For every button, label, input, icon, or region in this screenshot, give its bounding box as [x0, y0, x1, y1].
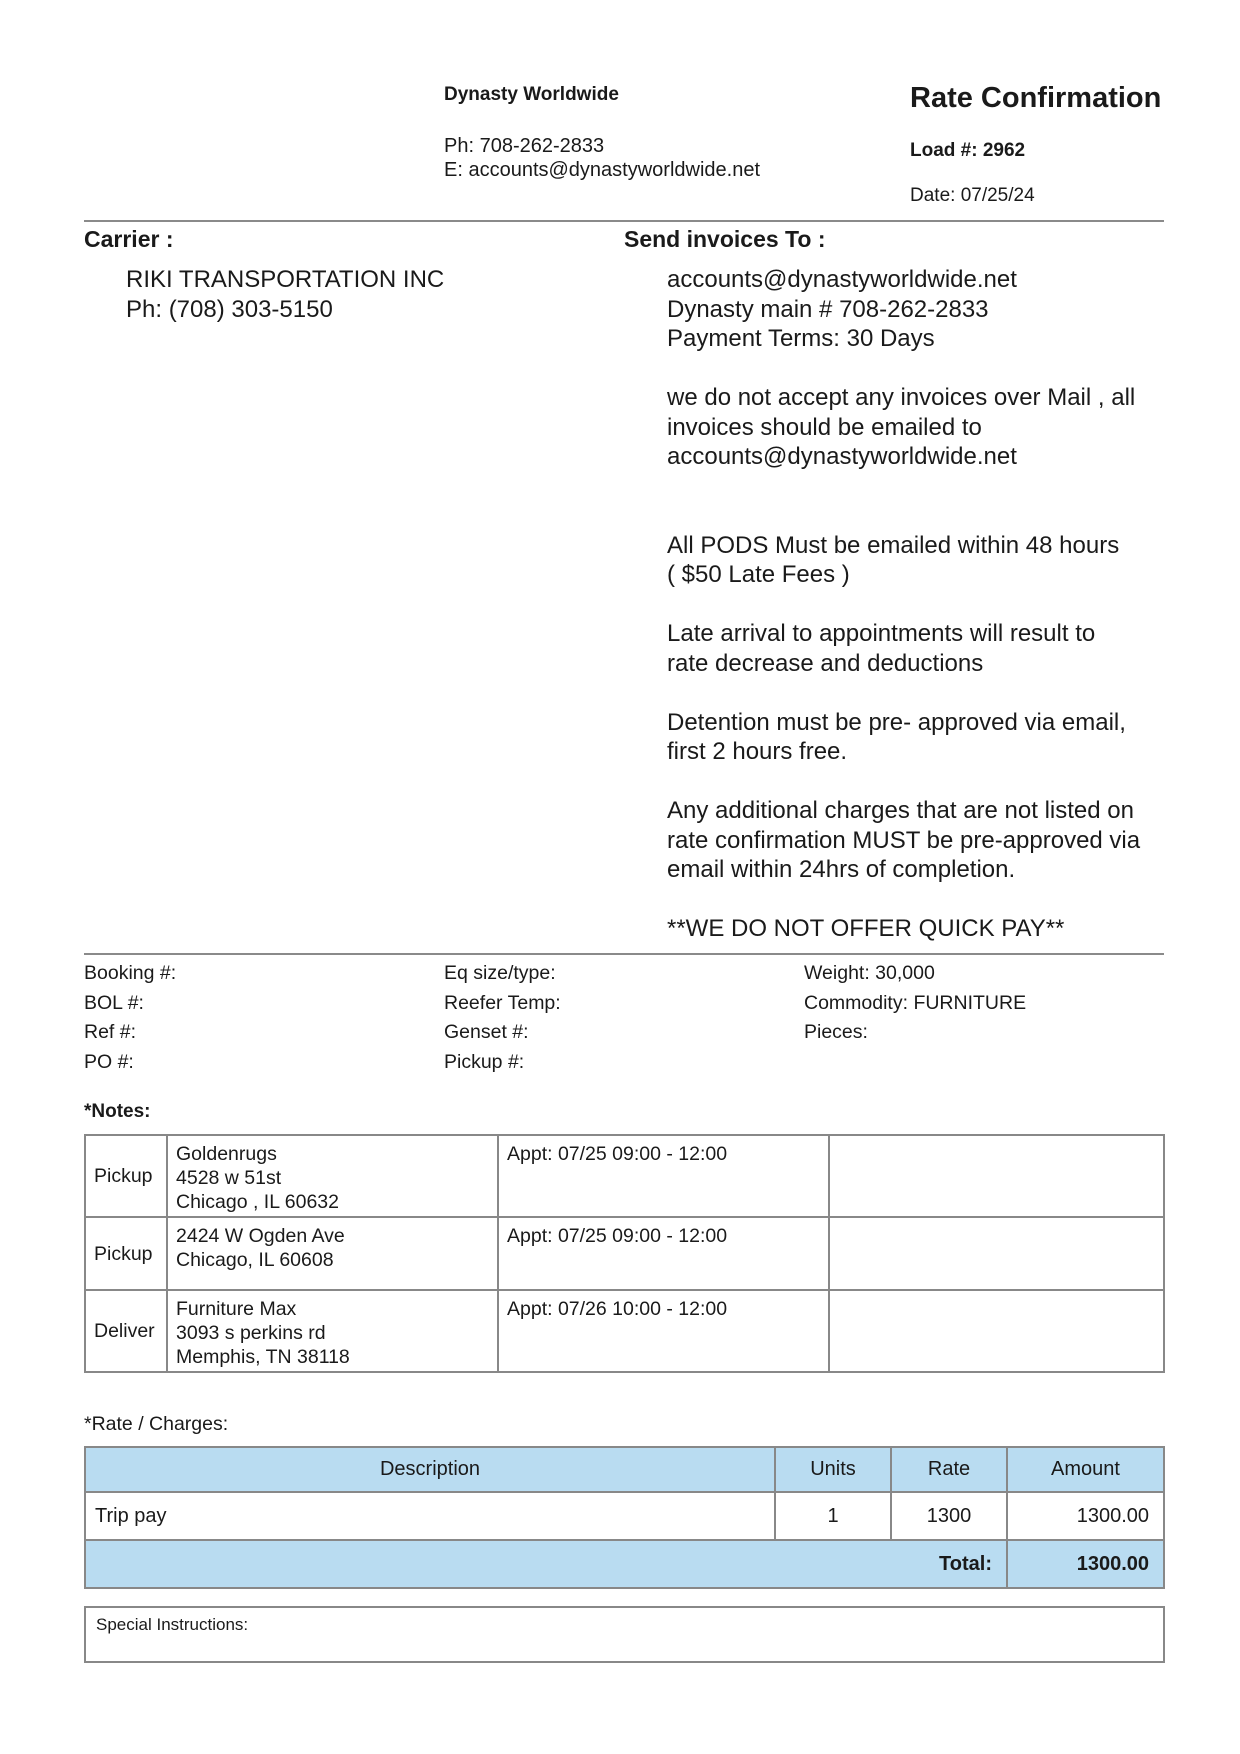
amount-header: Amount — [1007, 1447, 1164, 1492]
invoice-main-phone: Dynasty main # 708-262-2833 — [667, 295, 989, 323]
genset-field: Genset #: — [444, 1021, 529, 1044]
stops-table — [84, 1134, 1165, 1373]
carrier-name: RIKI TRANSPORTATION INC — [126, 266, 445, 293]
stop-type: Pickup — [85, 1135, 167, 1217]
carrier-phone: Ph: (708) 303-5150 — [126, 296, 333, 323]
company-contact — [444, 134, 760, 182]
stop-appointment: Appt: 07/25 09:00 - 12:00 — [498, 1217, 829, 1290]
address-line: 4528 w 51st — [176, 1167, 282, 1189]
mail-policy-line: we do not accept any invoices over Mail , all — [667, 384, 1136, 411]
pods-policy-line: ( $50 Late Fees ) — [667, 561, 850, 588]
header-divider — [84, 220, 1164, 222]
late-policy — [667, 619, 1167, 678]
company-phone: Ph: 708-262-2833 — [444, 135, 605, 157]
mail-policy — [667, 383, 1167, 472]
pods-policy — [667, 531, 1167, 590]
detention-policy-line: Detention must be pre- approved via email, — [667, 708, 1126, 736]
carrier-heading: Carrier : — [84, 226, 174, 252]
charge-units: 1 — [775, 1492, 891, 1540]
company-email: E: accounts@dynastyworldwide.net — [444, 159, 761, 181]
address-line: Chicago, IL 60608 — [176, 1249, 334, 1271]
rate-charges-label: *Rate / Charges: — [84, 1413, 229, 1435]
additional-charges-policy — [667, 796, 1167, 885]
stop-appointment: Appt: 07/25 09:00 - 12:00 — [498, 1135, 829, 1217]
stop-address — [167, 1135, 498, 1217]
invoice-email: accounts@dynastyworldwide.net — [667, 266, 1017, 293]
address-line: Furniture Max — [176, 1298, 297, 1320]
date-label: Date: — [910, 185, 956, 206]
table-row — [85, 1290, 1164, 1372]
load-number: 2962 — [982, 140, 1026, 161]
special-instructions-box — [84, 1606, 1165, 1663]
charge-rate: 1300 — [891, 1492, 1007, 1540]
document-title: Rate Confirmation — [910, 82, 1162, 114]
stop-type: Pickup — [85, 1217, 167, 1290]
payment-terms: Payment Terms: 30 Days — [667, 325, 935, 352]
info-column-equipment — [444, 959, 561, 1078]
invoice-contact — [667, 265, 1167, 354]
address-line: Memphis, TN 38118 — [176, 1346, 350, 1368]
pickup-number-field: Pickup #: — [444, 1051, 525, 1074]
special-instructions-label: Special Instructions: — [96, 1615, 249, 1634]
company-name: Dynasty Worldwide — [444, 84, 619, 105]
total-label: Total: — [85, 1540, 1007, 1588]
date-value: 07/25/24 — [960, 185, 1035, 206]
additional-charges-line: rate confirmation MUST be pre-approved via — [667, 826, 1141, 854]
rates-table — [84, 1446, 1165, 1589]
carrier-details — [126, 265, 444, 325]
mail-policy-line: invoices should be emailed to — [667, 413, 982, 441]
rates-header-row — [85, 1447, 1164, 1492]
stop-extra — [829, 1217, 1164, 1290]
info-column-ids — [84, 959, 176, 1078]
description-header: Description — [85, 1447, 775, 1492]
total-row — [85, 1540, 1164, 1588]
units-header: Units — [775, 1447, 891, 1492]
pieces-field: Pieces: — [804, 1021, 868, 1044]
total-amount: 1300.00 — [1007, 1540, 1164, 1588]
rate-header: Rate — [891, 1447, 1007, 1492]
address-line: Chicago , IL 60632 — [176, 1191, 339, 1213]
booking-field: Booking #: — [84, 962, 177, 984]
date-line — [910, 185, 1035, 207]
late-policy-line: rate decrease and deductions — [667, 649, 984, 677]
detention-policy-line: first 2 hours free. — [667, 738, 848, 765]
detention-policy — [667, 708, 1167, 767]
info-column-cargo — [804, 959, 1026, 1048]
info-divider — [84, 953, 1164, 955]
invoices-heading: Send invoices To : — [624, 226, 826, 252]
load-number-line — [910, 140, 1025, 162]
notes-label: *Notes: — [84, 1101, 151, 1122]
bol-field: BOL #: — [84, 991, 144, 1014]
invoice-instructions — [667, 265, 1167, 944]
additional-charges-line: Any additional charges that are not listed on — [667, 797, 1134, 824]
stop-extra — [829, 1290, 1164, 1372]
stop-address — [167, 1290, 498, 1372]
charge-amount: 1300.00 — [1007, 1492, 1164, 1540]
address-line: Goldenrugs — [176, 1143, 277, 1165]
table-row — [85, 1135, 1164, 1217]
load-label: Load #: — [910, 140, 978, 161]
commodity-field: Commodity: FURNITURE — [804, 991, 1027, 1014]
address-line: 3093 s perkins rd — [176, 1322, 326, 1344]
stop-appointment: Appt: 07/26 10:00 - 12:00 — [498, 1290, 829, 1372]
po-field: PO #: — [84, 1051, 134, 1074]
reefer-temp-field: Reefer Temp: — [444, 991, 561, 1014]
table-row — [85, 1217, 1164, 1290]
quick-pay-notice: **WE DO NOT OFFER QUICK PAY** — [667, 915, 1065, 942]
charge-description: Trip pay — [85, 1492, 775, 1540]
mail-policy-line: accounts@dynastyworldwide.net — [667, 443, 1017, 470]
pods-policy-line: All PODS Must be emailed within 48 hours — [667, 531, 1120, 559]
weight-field: Weight: 30,000 — [804, 962, 935, 984]
stop-type: Deliver — [85, 1290, 167, 1372]
stop-extra — [829, 1135, 1164, 1217]
table-row — [85, 1492, 1164, 1540]
ref-field: Ref #: — [84, 1021, 137, 1044]
equipment-field: Eq size/type: — [444, 962, 556, 984]
additional-charges-line: email within 24hrs of completion. — [667, 856, 1016, 883]
address-line: 2424 W Ogden Ave — [176, 1225, 345, 1247]
late-policy-line: Late arrival to appointments will result to — [667, 620, 1096, 647]
stop-address — [167, 1217, 498, 1290]
